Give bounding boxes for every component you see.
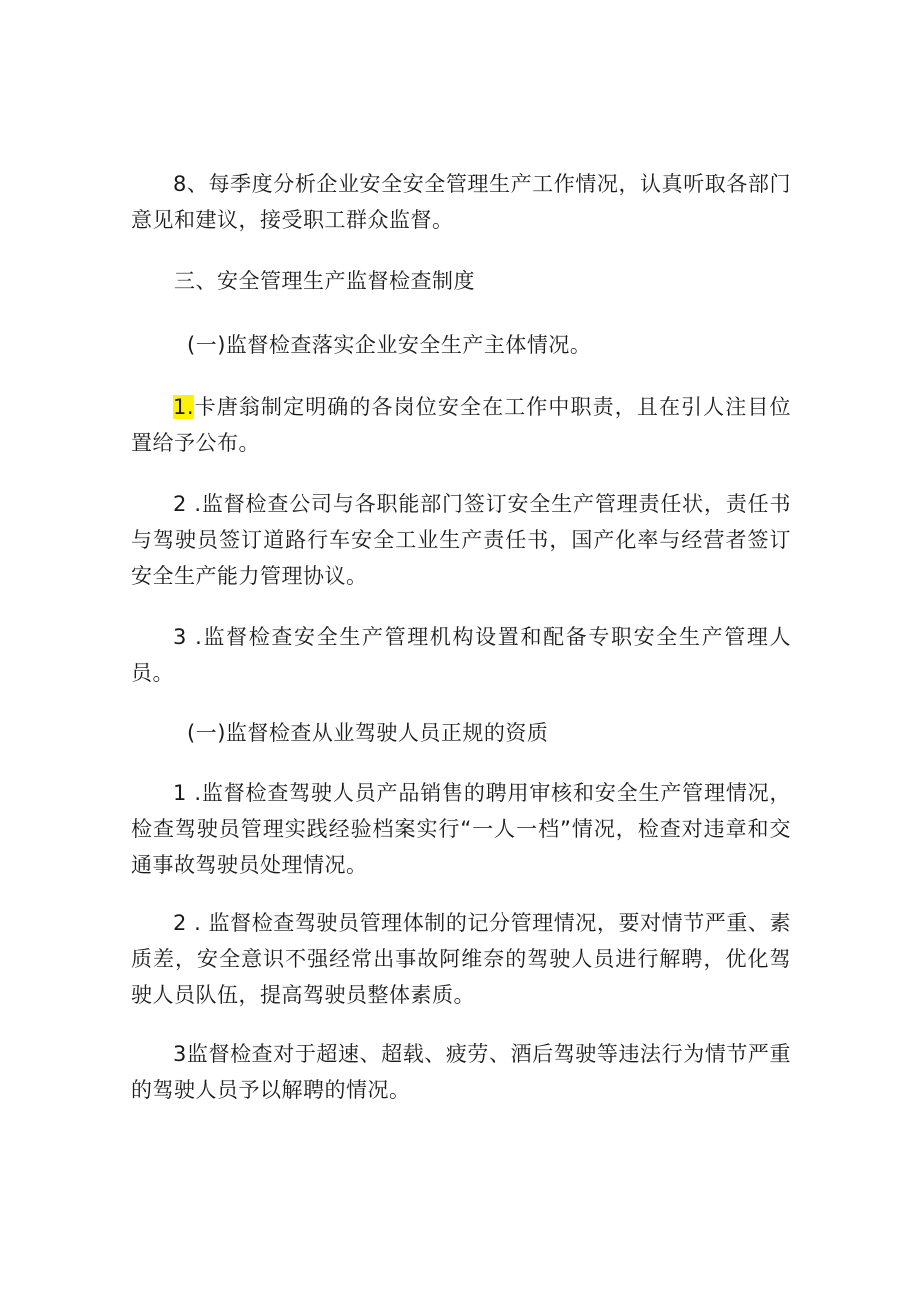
highlighted-number: 1. [173,395,195,419]
section-heading-3: 三、安全管理生产监督检查制度 [174,269,475,293]
paragraph-item-2a: 2 .监督检查公司与各职能部门签订安全生产管理责任状，责任书与驾驶员签订道路行车安全工业生产责任书，国产化率与经营者签订安全生产能力管理协议。 [131,492,791,588]
paragraph-item-3b: 3监督检查对于超速、超载、疲劳、酒后驾驶等违法行为情节严重的驾驶人员予以解聘的情况。 [131,1042,791,1102]
subsection-heading-1: (一)监督检查落实企业安全生产主体情况。 [187,333,592,357]
paragraph-8: 8、每季度分析企业安全安全管理生产工作情况，认真听取各部门意见和建议，接受职工群众监督。 [131,172,791,232]
subsection-heading-2: (一)监督检查从业驾驶人员正规的资质 [187,721,549,745]
paragraph-item-1b: 1 .监督检查驾驶人员产品销售的聘用审核和安全生产管理情况，检查驾驶员管理实践经验档案实行“一人一档”情况，检查对违章和交通事故驾驶员处理情况。 [131,781,791,877]
paragraph-item-1a-text: 卡唐翁制定明确的各岗位安全在工作中职责，且在引人注目位置给予公布。 [131,395,791,455]
paragraph-item-2b: 2 . 监督检查驾驶员管理体制的记分管理情况，要对情节严重、素质差，安全意识不强经常出事故阿维奈的驾驶人员进行解聘，优化驾驶人员队伍，提高驾驶员整体素质。 [131,911,791,1007]
paragraph-item-3a: 3 .监督检查安全生产管理机构设置和配备专职安全生产管理人员。 [131,625,791,685]
paragraph-item-1a [131,389,791,461]
